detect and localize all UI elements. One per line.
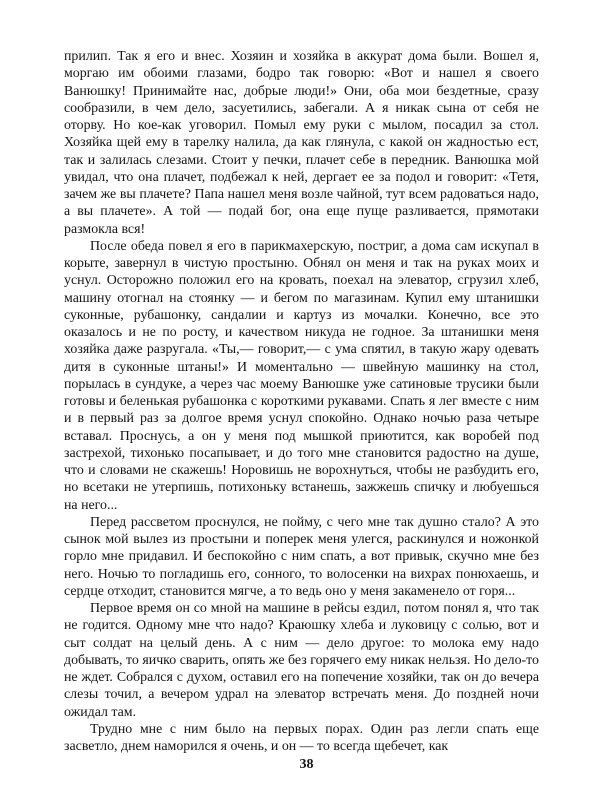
paragraph: Перед рассветом проснулся, не пойму, с чего мне так душно стало? А это сынок мой вылез из простыни и поперек меня улегся, раскинулся и ножонкой горло мне придавил. И беспокойно с ним спать, а вот привык, скучно мне без него. Ночью то погладишь его, сонного, то волосенки на вихрах понюхаешь, и сердце отходит, становится мягче, а то ведь оно у меня закаменело от горя...	[64, 514, 539, 599]
paragraph: Трудно мне с ним было на первых порах. Один раз легли спать еще засветло, днем наморился я очень, и он — то всегда щебечет, как	[64, 721, 539, 754]
paragraph: Первое время он со мной на машине в рейсы ездил, потом понял я, что так не годится. Одному мне что надо? Краюшку хлеба и луковицу с солью, вот и сыт солдат на целый день. А с ним — дело другое: то молока ему надо добывать, то яичко сварить, опять же без горячего ему никак нельзя. Но дело-то не ждет. Собрался с духом, оставил его на попечение хозяйки, так он до вечера слезы точил, а вечером удрал на элеватор встречать меня. До поздней ночи ожидал там.	[64, 601, 539, 720]
paragraph: прилип. Так я его и внес. Хозяин и хозяйка в аккурат дома были. Вошел я, моргаю им обоими глазами, бодро так говорю: «Вот и нашел я своего Ванюшку! Принимайте нас, добрые люди!» Они, оба мои бездетные, сразу сообразили, в чем дело, засуетились, забегали. А я никак сына от себя не оторву. Но кое-как уговорил. Помыл ему руки с мылом, посадил за стол. Хозяйка щей ему в тарелку налила, да как глянула, с какой он жадностью ест, так и залилась слезами. Стоит у печки, плачет себе в передник. Ванюшка мой увидал, что она плачет, подбежал к ней, дергает ее за подол и говорит: «Тетя, зачем же вы плачете? Папа нашел меня возле чайной, тут всем радоваться надо, а вы плачете». А той — подай бог, она еще пуще разливается, прямотаки размокла вся!	[64, 49, 539, 237]
page-number: 38	[299, 757, 314, 772]
paragraph: После обеда повел я его в парикмахерскую, постриг, а дома сам искупал в корыте, завернул в чистую простыню. Обнял он меня и так на руках моих и уснул. Осторожно положил его на кровать, поехал на элеватор, сгрузил хлеб, машину отогнал на стоянку — и бегом по магазинам. Купил ему штанишки суконные, рубашонку, сандалии и картуз из мочалки. Конечно, все это оказалось и не по росту, и качеством никуда не годное. За штанишки меня хозяйка даже разругала. «Ты,— говорит,— с ума спятил, в такую жару одевать дитя в суконные штаны!» И моментально — швейную машинку на стол, порылась в сундуке, а через час моему Ванюшке уже сатиновые трусики были готовы и беленькая рубашонка с короткими рукавами. Спать я лег вместе с ним и в первый раз за долгое время уснул спокойно. Однако ночью раза четыре вставал. Проснусь, а он у меня под мышкой приютится, как воробей под застрехой, тихонько посапывает, и до того мне становится радостно на душе, что и словами не скажешь! Норовишь не ворохнуться, чтобы не разбудить его, но всетаки не утерпишь, потихоньку встанешь, зажжешь спичку и любуешься на него...	[64, 238, 539, 513]
body-text	[64, 48, 539, 755]
